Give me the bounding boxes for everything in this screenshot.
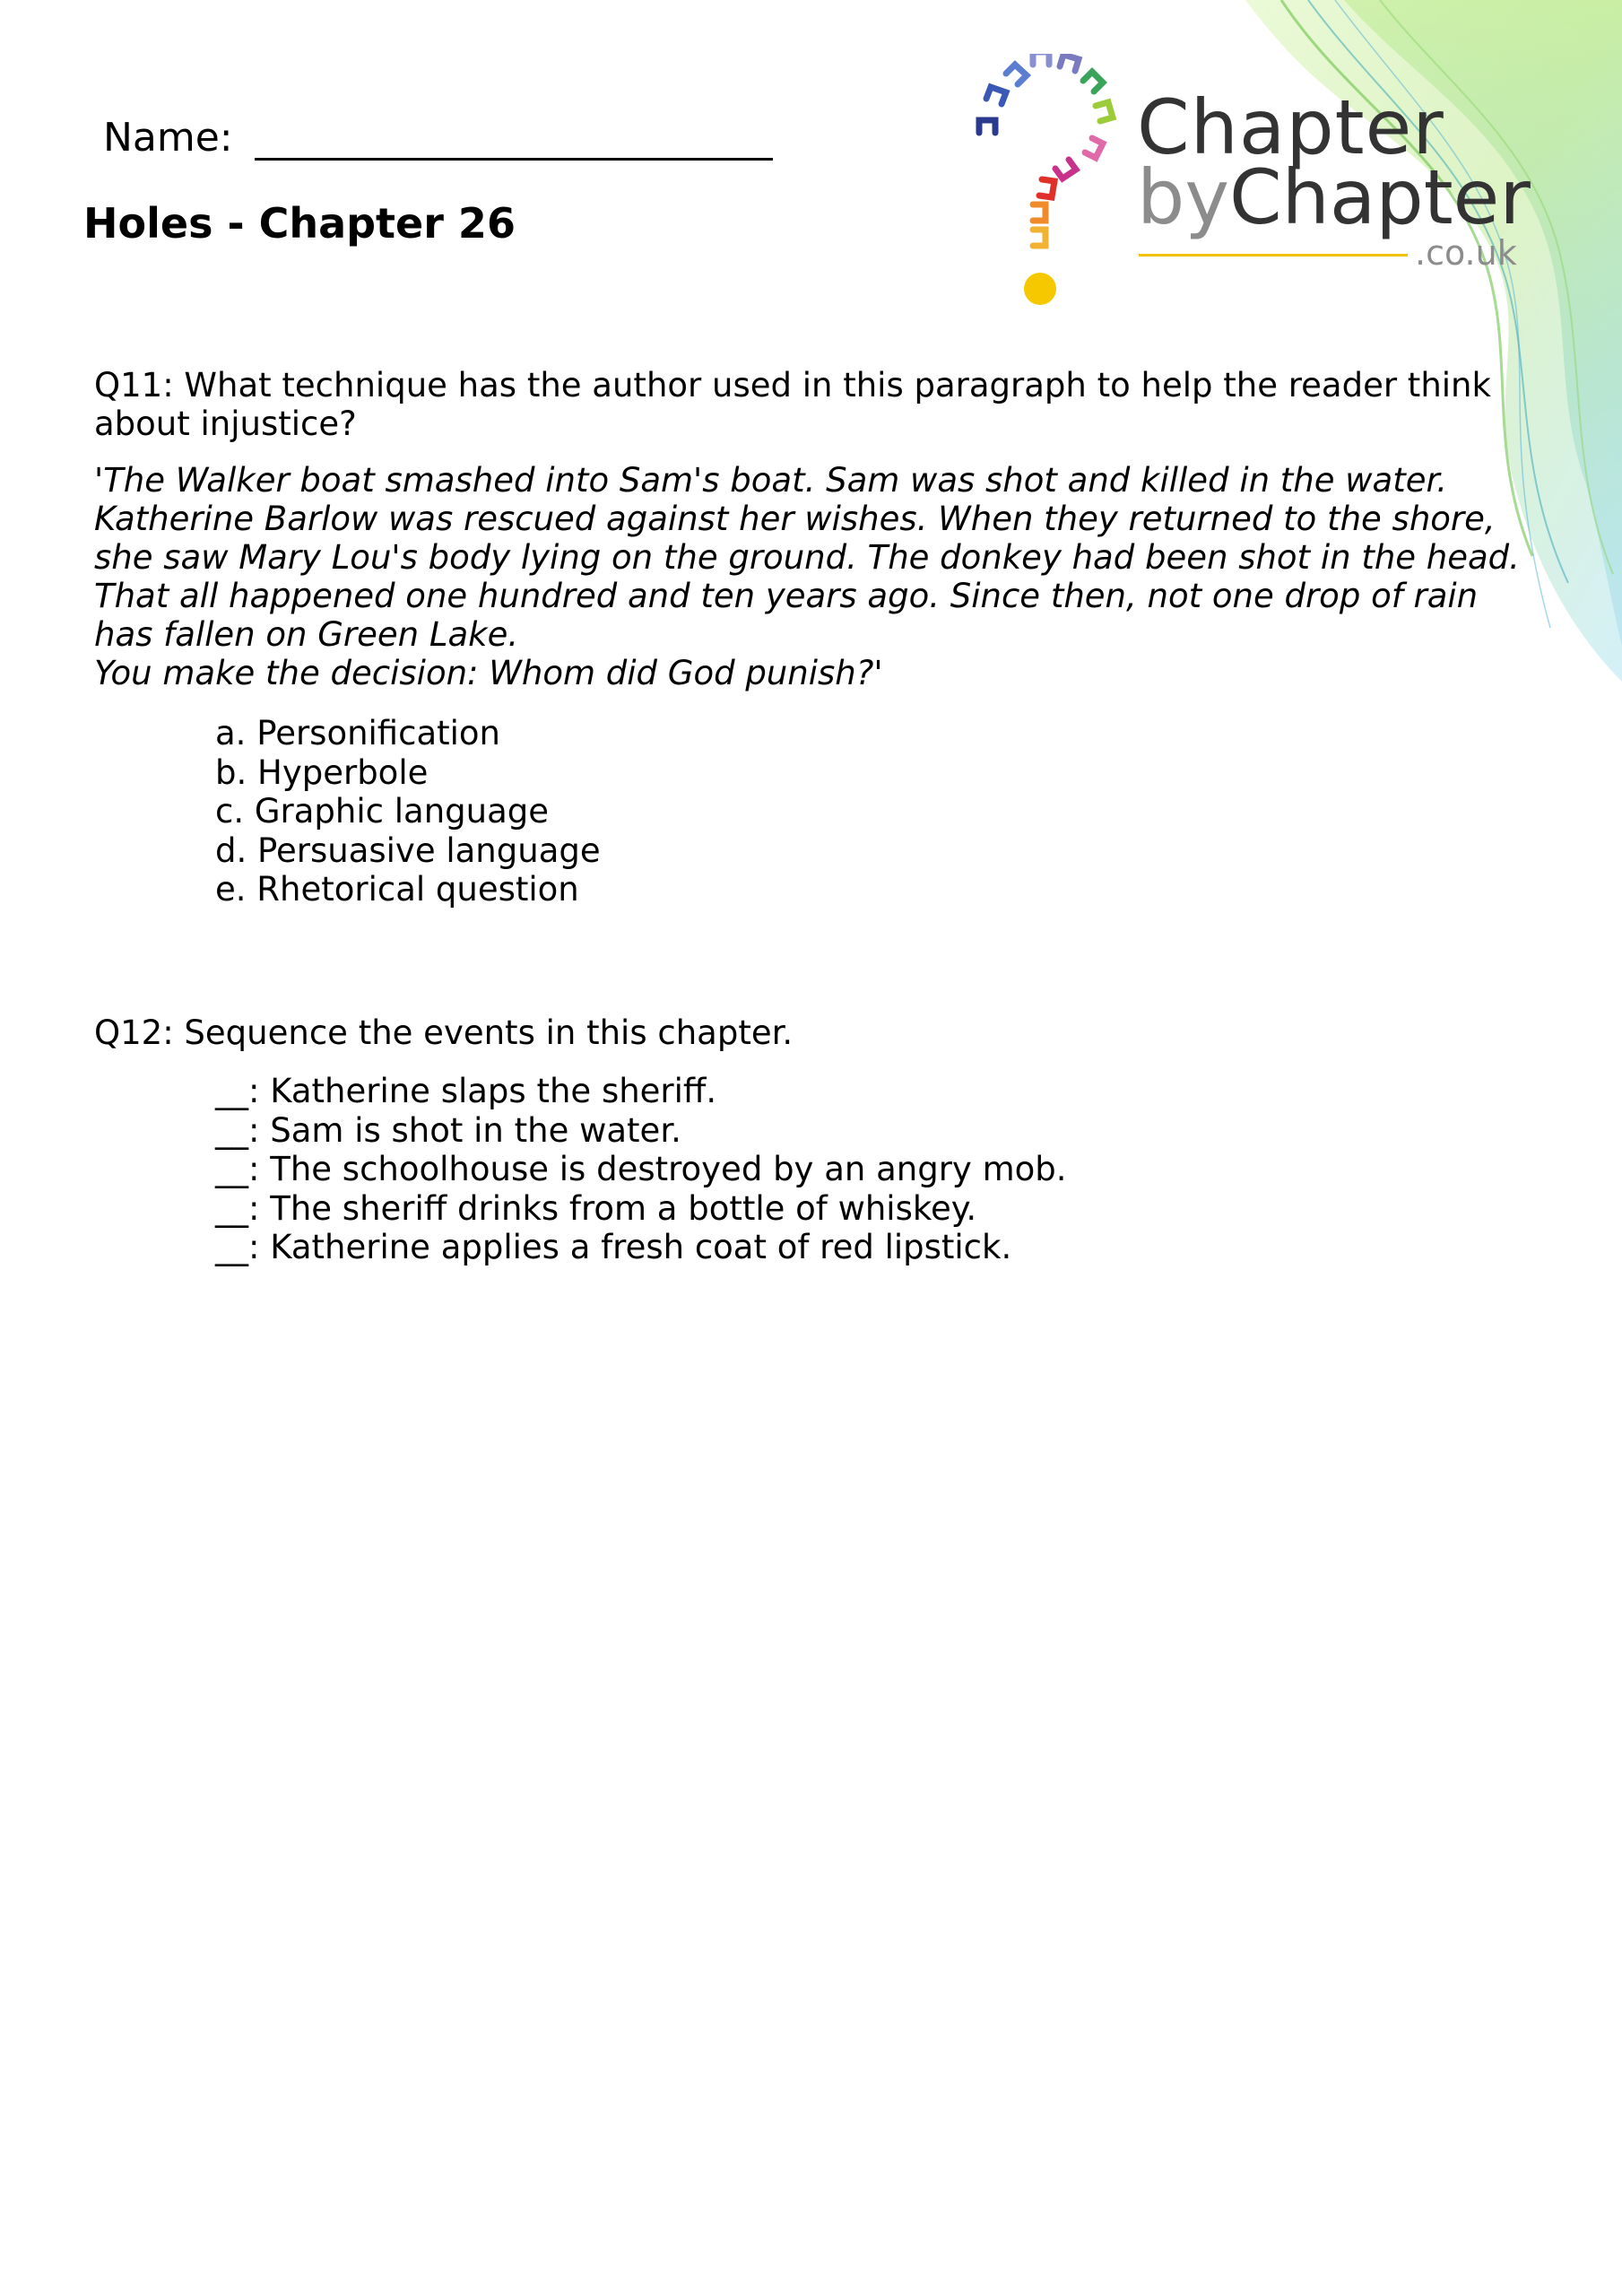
sequence-item[interactable]: __: Katherine applies a fresh coat of red lipstick. xyxy=(215,1228,1012,1266)
option-b[interactable]: b. Hyperbole xyxy=(215,752,429,792)
logo-chapter-text: Chapter xyxy=(1137,83,1444,171)
logo-by-text: by xyxy=(1137,153,1230,241)
sequence-item[interactable]: __: The schoolhouse is destroyed by an angry mob. xyxy=(215,1150,1067,1188)
sequence-item[interactable]: __: Sam is shot in the water. xyxy=(215,1110,681,1150)
question-11-options xyxy=(215,714,1547,909)
logo-chapter2-text: Chapter xyxy=(1229,153,1531,241)
logo-by-chapter-text xyxy=(1137,153,1531,241)
option-a[interactable]: a. Personification xyxy=(215,714,501,752)
chapter-by-chapter-logo xyxy=(968,54,1542,314)
question-12-prompt: Q12: Sequence the events in this chapter. xyxy=(94,1013,794,1052)
question-12-sequence-list xyxy=(215,1072,1067,1267)
question-mark-of-books-icon xyxy=(968,54,1130,314)
option-c[interactable]: c. Graphic language xyxy=(215,792,550,831)
option-d[interactable]: d. Persuasive language xyxy=(215,831,601,870)
name-label: Name: xyxy=(103,115,233,161)
option-e[interactable]: e. Rhetorical question xyxy=(215,870,579,909)
worksheet-title: Holes - Chapter 26 xyxy=(83,199,516,248)
question-11-quote xyxy=(94,461,1547,692)
sequence-item[interactable]: __: Katherine slaps the sheriff. xyxy=(215,1072,717,1110)
logo-domain-text: .co.uk xyxy=(1415,233,1517,273)
name-field-row xyxy=(103,115,773,161)
quote-paragraph: 'The Walker boat smashed into Sam's boat. Sam was shot and killed in the water. Katherine Barlow was rescued against her wishes. When they returned to the shore, she saw Mary Lou's body lying on the ground. The donkey had been shot in the head. That all happened one hundred and ten years ago. Since then, not one drop of rain has fallen on Green Lake. xyxy=(94,461,1520,654)
question-11-prompt: Q11: What technique has the author used in this paragraph to help the reader think about injustice? xyxy=(94,366,1491,443)
question-11 xyxy=(94,366,1547,909)
logo-underline xyxy=(1139,254,1408,257)
logo-wordmark xyxy=(1137,83,1531,241)
question-12 xyxy=(94,1013,1067,1267)
name-input-line[interactable] xyxy=(255,122,773,161)
quote-question-line: You make the decision: Whom did God punish?' xyxy=(94,654,883,692)
sequence-item[interactable]: __: The sheriff drinks from a bottle of whiskey. xyxy=(215,1188,977,1228)
